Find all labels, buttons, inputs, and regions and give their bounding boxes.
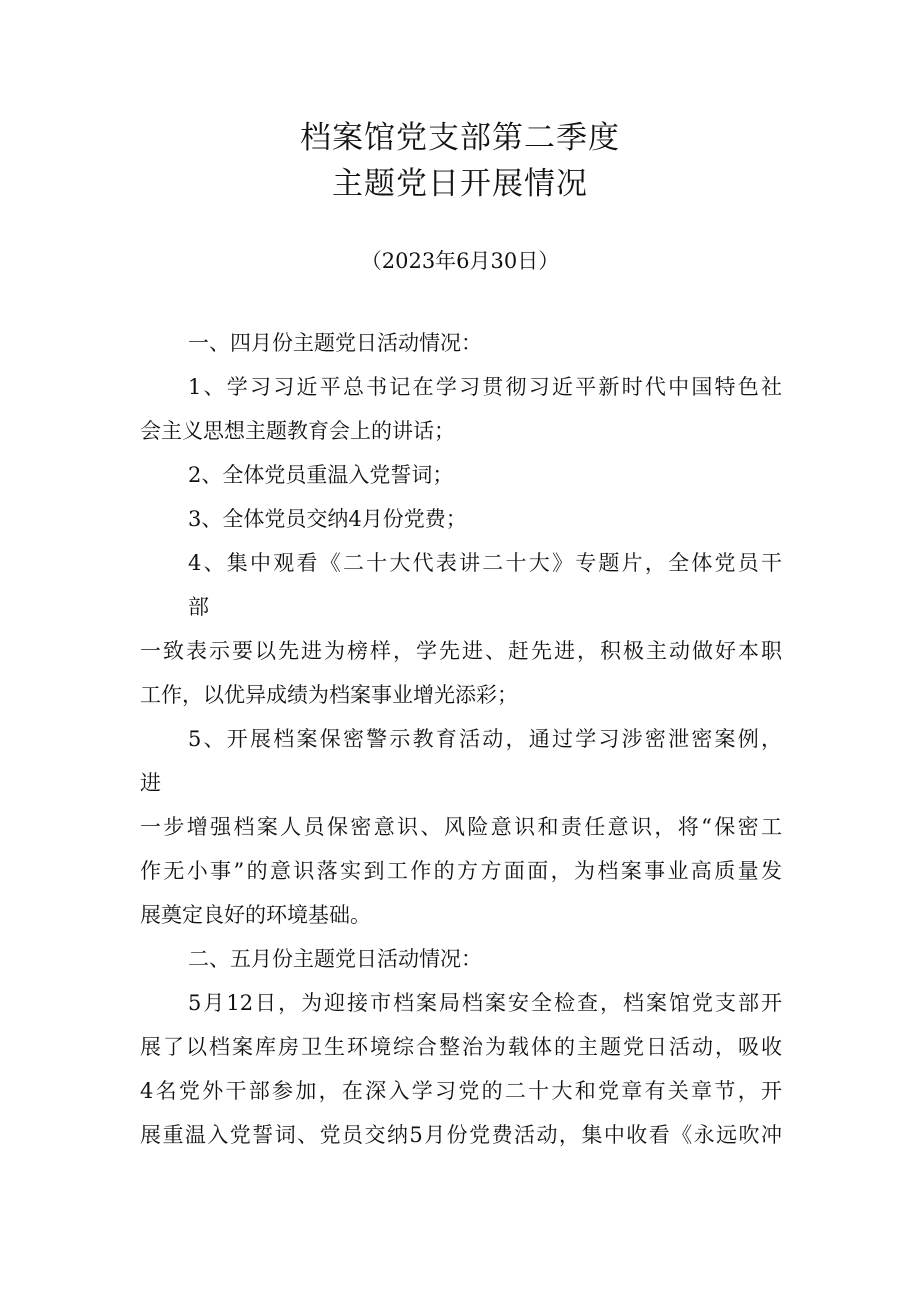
paragraph-line: 工作，以优异成绩为档案事业增光添彩；: [140, 683, 518, 707]
paragraph-line: 2、全体党员重温入党誓词；: [188, 463, 454, 487]
paragraph-line: 展重温入党誓词、党员交纳5月份党费活动，集中收看《永远吹冲: [140, 1123, 782, 1147]
paragraph-line: 一步增强档案人员保密意识、风险意识和责任意识，将“保密工: [140, 815, 782, 839]
document-title-line-1: 档案馆党支部第二季度: [300, 120, 620, 156]
paragraph-line: 进: [140, 771, 161, 795]
document-title-line-2: 主题党日开展情况: [332, 166, 588, 202]
paragraph-line: 会主义思想主题教育会上的讲话；: [140, 419, 455, 443]
paragraph-line: 部: [188, 595, 209, 619]
paragraph-line: 作无小事”的意识落实到工作的方方面面，为档案事业高质量发: [140, 859, 782, 883]
paragraph-line: 一致表示要以先进为榜样，学先进、赶先进，积极主动做好本职: [140, 639, 782, 663]
section-heading-may: 二、五月份主题党日活动情况：: [188, 947, 482, 971]
paragraph-line: 1、学习习近平总书记在学习贯彻习近平新时代中国特色社: [188, 375, 782, 399]
paragraph-line: 5月12日，为迎接市档案局档案安全检查，档案馆党支部开: [188, 991, 782, 1015]
document-date: （2023年6月30日）: [360, 249, 560, 273]
paragraph-line: 展了以档案库房卫生环境综合整治为载体的主题党日活动，吸收: [140, 1035, 782, 1059]
paragraph-line: 4、集中观看《二十大代表讲二十大》专题片，全体党员干: [188, 551, 782, 575]
paragraph-line: 5、开展档案保密警示教育活动，通过学习涉密泄密案例，: [188, 727, 782, 751]
paragraph-line: 3、全体党员交纳4月份党费；: [188, 507, 467, 531]
paragraph-line: 展奠定良好的环境基础。: [140, 903, 371, 927]
section-heading-april: 一、四月份主题党日活动情况：: [188, 331, 482, 355]
paragraph-line: 4名党外干部参加，在深入学习党的二十大和党章有关章节，开: [140, 1079, 782, 1103]
